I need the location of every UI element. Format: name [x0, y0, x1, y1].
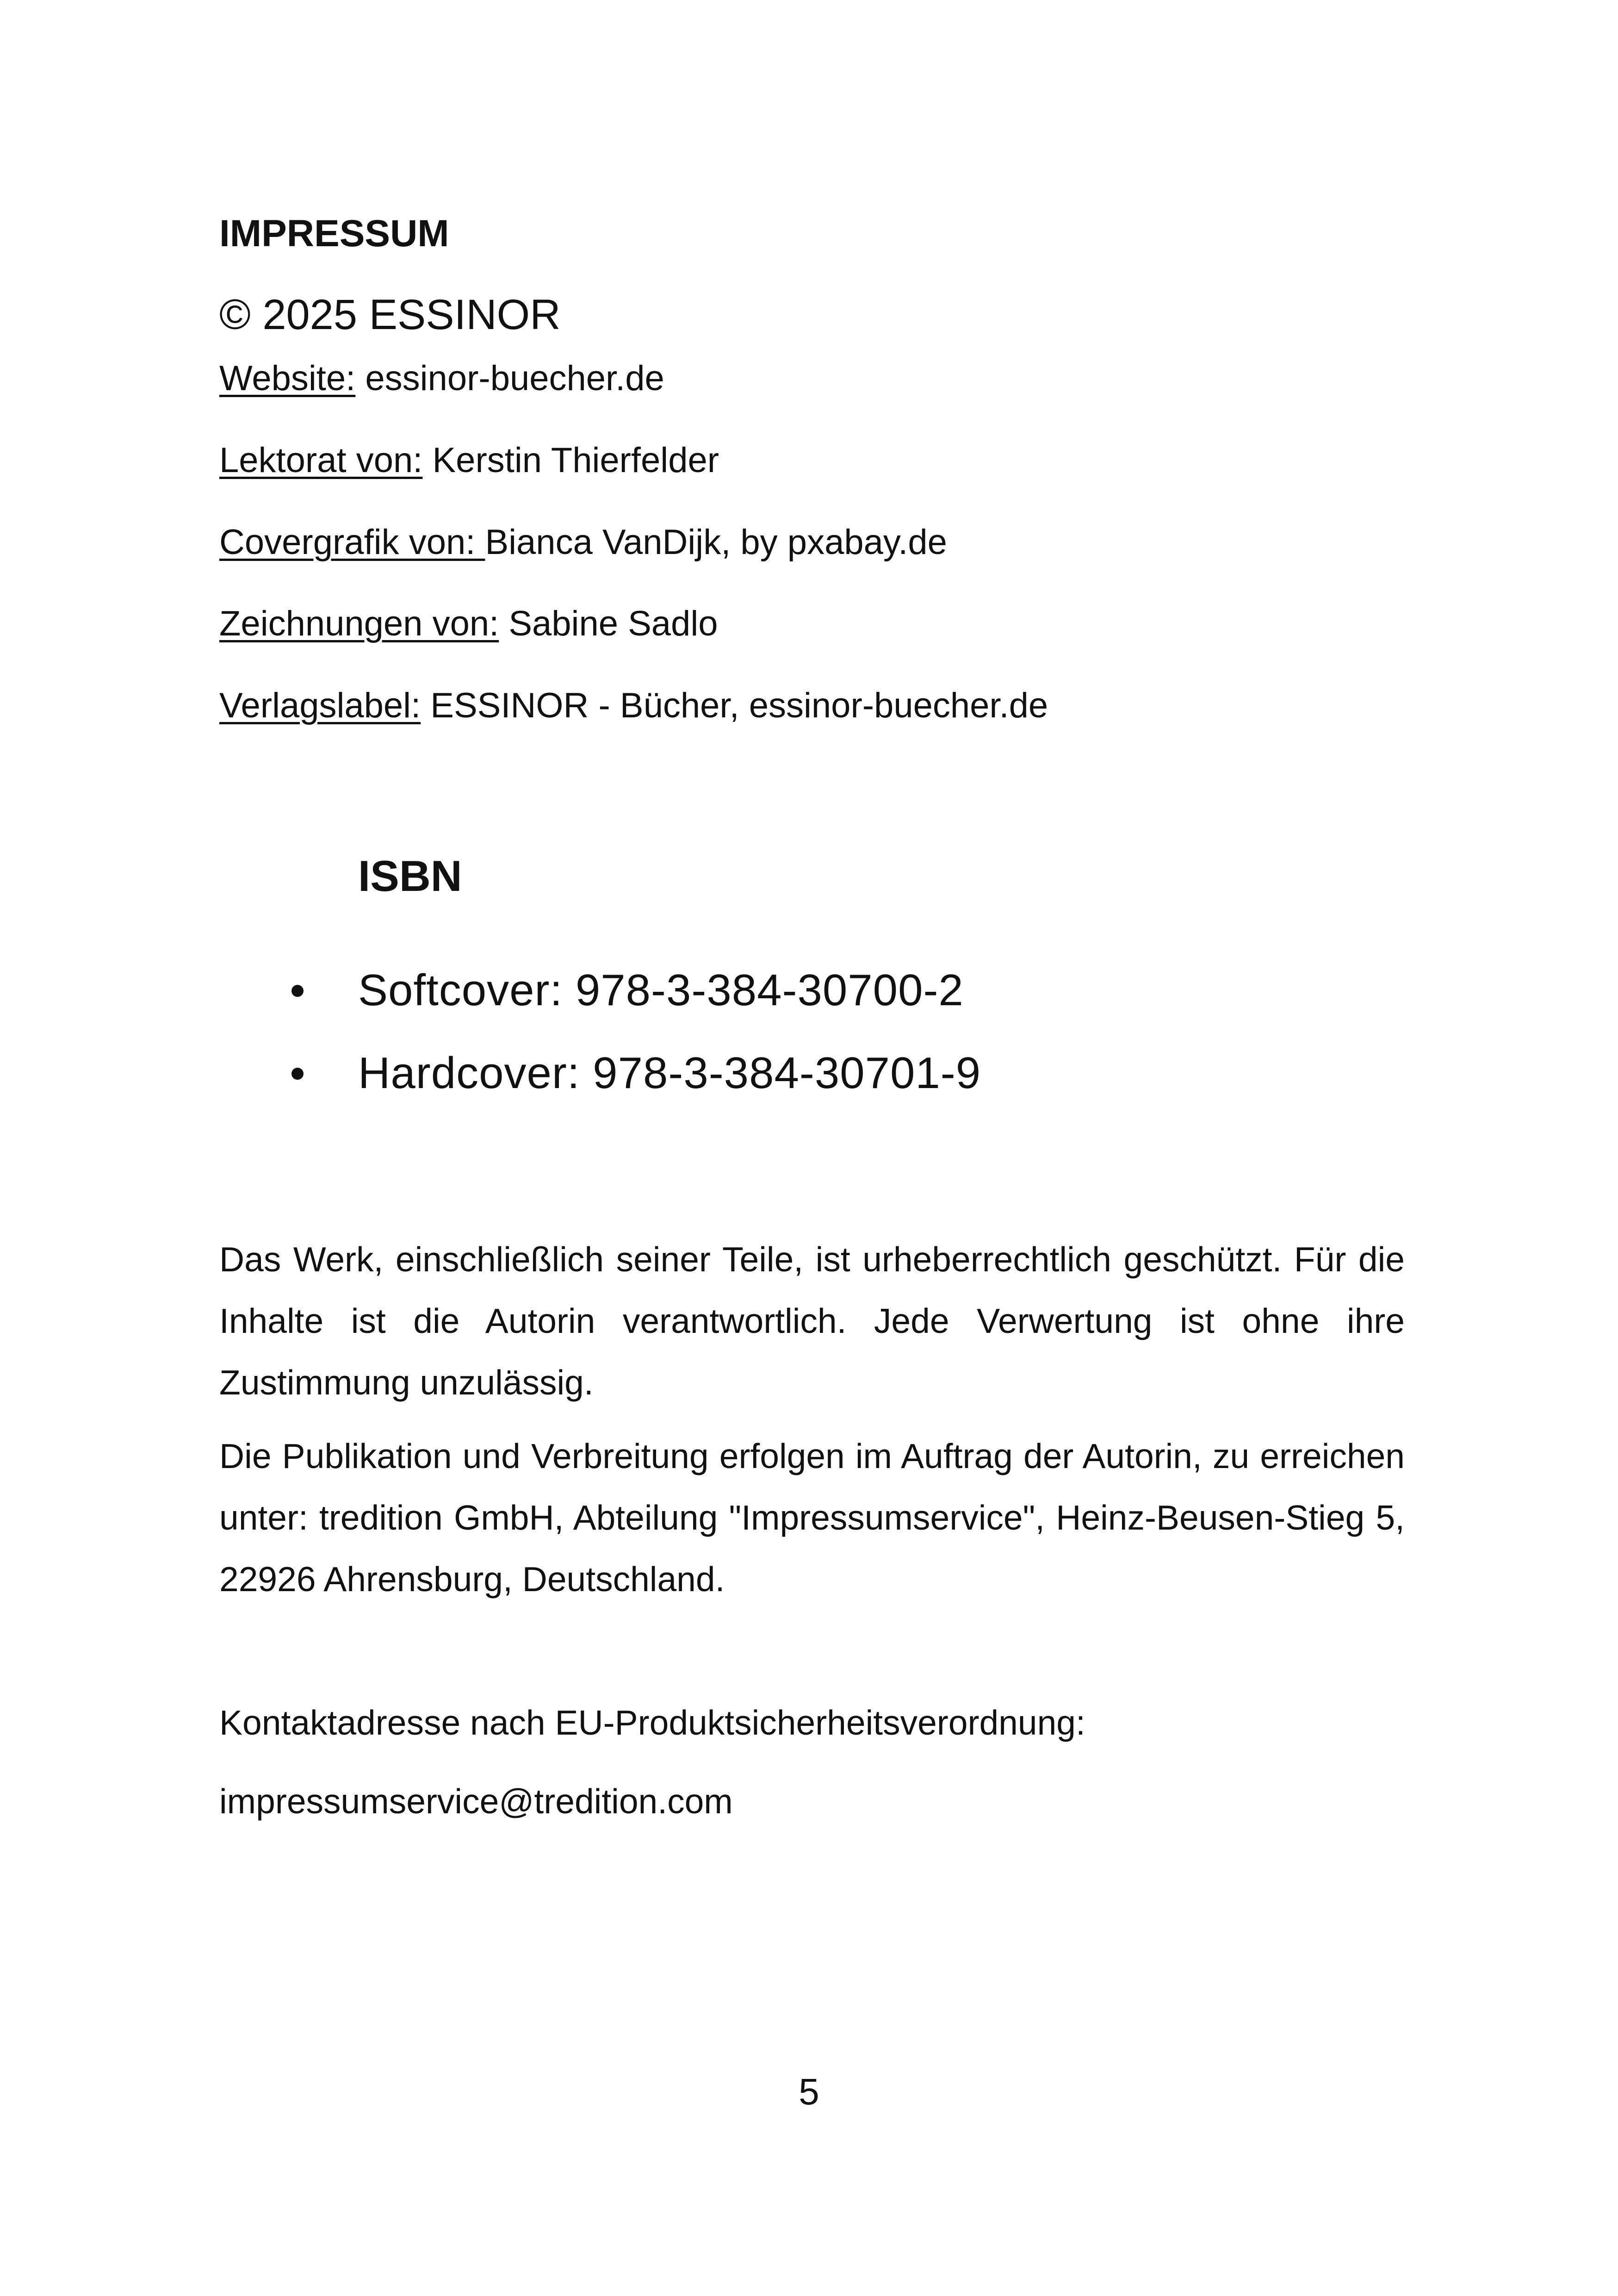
credit-value: ESSINOR - Bücher, essinor-buecher.de [421, 686, 1048, 725]
credit-value: Bianca VanDijk, by pxabay.de [485, 523, 947, 562]
credit-label: Lektorat von: [219, 441, 423, 480]
isbn-heading: ISBN [358, 852, 462, 900]
imprint-heading: IMPRESSUM [219, 212, 449, 255]
credit-label: Zeichnungen von: [219, 604, 499, 643]
credit-value: Kerstin Thierfelder [422, 441, 719, 480]
credit-editing [219, 437, 719, 484]
contact-email: impressumservice@tredition.com [219, 1782, 733, 1821]
credit-publisher-label [219, 683, 1048, 729]
contact-label: Kontaktadresse nach EU-Produktsicherheitsverordnung: [219, 1703, 1085, 1742]
bullet-icon [291, 985, 304, 997]
credit-cover [219, 519, 947, 566]
publication-notice-paragraph: Die Publikation und Verbreitung erfolgen im Auftrag der Autorin, zu erreichen unter: tredition GmbH, Abteilung "Impressumservice", Heinz-Beusen-Stieg 5, 22926 Ahrensburg, Deutschland. [219, 1437, 1405, 1599]
bullet-icon [291, 1068, 304, 1080]
credit-value: essinor-buecher.de [355, 359, 664, 398]
copyright-line: © 2025 ESSINOR [219, 291, 561, 338]
copyright-notice-paragraph: Das Werk, einschließlich seiner Teile, ist urheberrechtlich geschützt. Für die Inhalte ist die Autorin verantwortlich. Jede Verwertung ist ohne ihre Zustimmung unzulässig. [219, 1240, 1405, 1402]
page-number: 5 [799, 2071, 819, 2112]
isbn-softcover: Softcover: 978-3-384-30700-2 [358, 965, 964, 1015]
credit-website [219, 355, 664, 402]
credit-label: Website: [219, 359, 356, 398]
credit-label: Covergrafik von: [219, 523, 485, 562]
isbn-hardcover: Hardcover: 978-3-384-30701-9 [358, 1048, 981, 1098]
credit-drawings [219, 601, 718, 647]
credit-value: Sabine Sadlo [499, 604, 718, 643]
credit-label: Verlagslabel: [219, 686, 421, 725]
